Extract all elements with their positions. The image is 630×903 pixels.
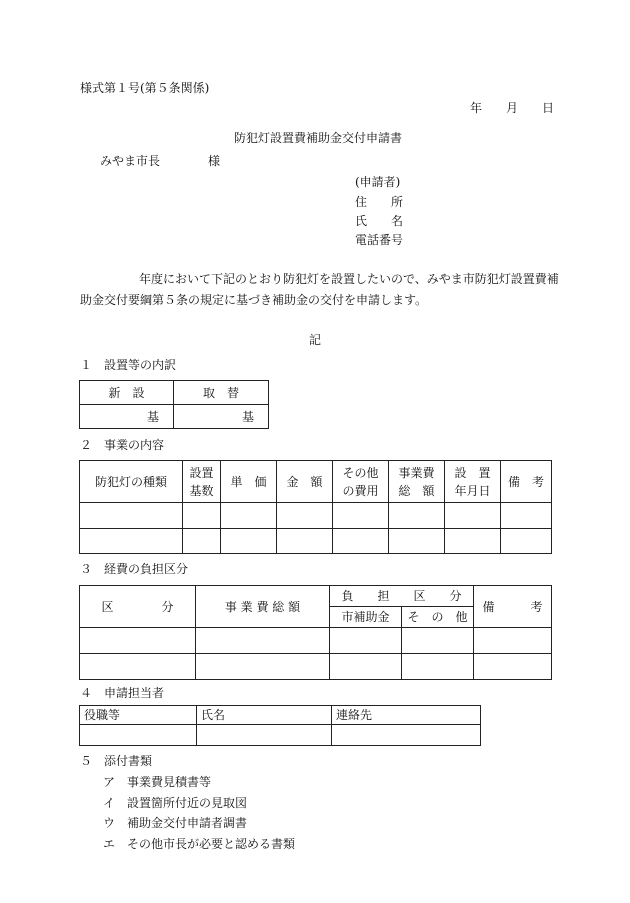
header-note: 備 考 [474,586,552,628]
header-total-cost: 事業費 総 額 [389,461,445,503]
body-line-2: 助金交付要綱第５条の規定に基づき補助金の交付を申請します。 [80,293,428,307]
header-total-project-cost: 事 業 費 総 額 [196,586,330,628]
applicant-phone-label: 電話番号 [355,233,404,247]
section2-heading: ２ 事業の内容 [80,438,165,452]
setup-table [79,380,269,429]
attachment-item: エ その他市長が必要と認める書類 [103,837,296,851]
cost-share-table [79,585,552,680]
header-install-count: 設置 基数 [183,461,221,503]
header-city-subsidy: 市補助金 [330,607,402,628]
header-other: そ の 他 [402,607,474,628]
table-row [80,628,552,654]
applicant-name-label: 氏 名 [355,214,404,228]
attachment-item: ウ 補助金交付申請者調書 [103,816,248,830]
attachment-item: ア 事業費見積書等 [103,775,212,789]
header-other-cost: その他 の費用 [333,461,389,503]
header-burden-split: 負 担 区 分 [330,586,474,607]
header-name: 氏名 [197,706,332,725]
table-row [80,725,481,746]
table-row [80,503,552,529]
contact-table [79,705,481,746]
new-install-unit: 基 [80,405,174,429]
header-light-type: 防犯灯の種類 [80,461,183,503]
attachment-item: イ 設置箇所付近の見取図 [103,796,248,810]
replace-unit: 基 [174,405,269,429]
project-table [79,460,552,554]
form-number: 様式第１号(第５条関係) [80,81,210,95]
header-new-install: 新 設 [80,381,174,405]
document-title: 防犯灯設置費補助金交付申請書 [234,131,403,145]
table-row [80,654,552,680]
section1-heading: １ 設置等の内訳 [80,358,177,372]
header-contact: 連絡先 [332,706,481,725]
section3-heading: ３ 経費の負担区分 [80,562,189,576]
header-replace: 取 替 [174,381,269,405]
addressee: みやま市長 様 [100,154,221,168]
section4-heading: ４ 申請担当者 [80,686,165,700]
body-line-1: 年度において下記のとおり防犯灯を設置したいので、みやま市防犯灯設置費補 [139,272,559,286]
date-line: 年 月 日 [470,101,555,115]
table-row [80,529,552,554]
header-amount: 金 額 [277,461,333,503]
applicant-address-label: 住 所 [355,195,404,209]
header-install-date: 設 置 年月日 [445,461,501,503]
header-kubun: 区 分 [80,586,196,628]
header-remarks: 備 考 [501,461,552,503]
ki-heading: 記 [309,333,322,347]
header-unit-price: 単 価 [221,461,277,503]
section5-heading: ５ 添付書類 [80,754,153,768]
applicant-heading: (申請者) [355,175,401,189]
header-position: 役職等 [80,706,197,725]
